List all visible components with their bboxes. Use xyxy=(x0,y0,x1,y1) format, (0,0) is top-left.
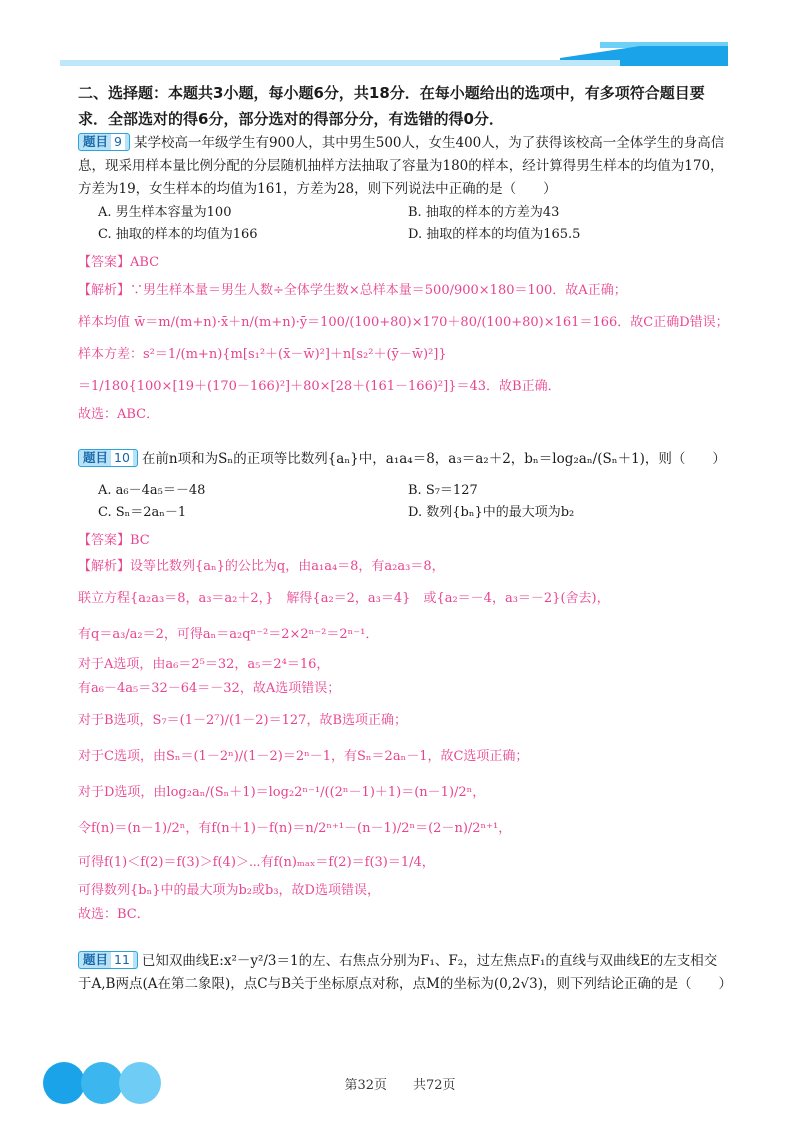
analysis-line: 有a₆－4a₅＝32－64＝－32，故A选项错误； xyxy=(78,681,341,696)
analysis-line: 可得数列{bₙ}中的最大项为b₂或b₃，故D选项错误， xyxy=(78,883,380,898)
analysis-line: 对于C选项，由Sₙ＝(1－2ⁿ)/(1－2)＝2ⁿ－1，有Sₙ＝2aₙ－1，故C选项正确； xyxy=(78,749,529,764)
analysis-line: 样本均值 w̄＝m/(m+n)·x̄＋n/(m+n)·ȳ＝100/(100+80)×170＋80/(100+80)×161＝166．故C正确D错误； xyxy=(78,315,729,330)
option-c: C. Sₙ＝2aₙ－1 xyxy=(98,505,187,520)
question-9-solution xyxy=(78,252,738,426)
analysis-line: 样本方差：s²＝1/(m+n){m[s₁²＋(x̄－w̄)²]＋n[s₂²＋(ȳ－w̄)²]} xyxy=(78,347,447,362)
question-9-options xyxy=(98,202,718,246)
question-badge: 题目 11 xyxy=(78,951,138,969)
analysis-line: 【解析】∵男生样本量＝男生人数÷全体学生数×总样本量＝500/900×180＝100．故A正确； xyxy=(78,283,627,298)
question-badge: 题目 10 xyxy=(78,449,138,467)
analysis-line: 【解析】设等比数列{aₙ}的公比为q，由a₁a₄＝8，有a₂a₃＝8， xyxy=(78,559,445,574)
question-9 xyxy=(78,132,730,201)
analysis-line: 令f(n)＝(n－1)/2ⁿ，有f(n＋1)－f(n)＝n/2ⁿ⁺¹－(n－1)/2ⁿ＝(2－n)/2ⁿ⁺¹， xyxy=(78,821,512,836)
option-d: D. 抽取的样本的均值为165.5 xyxy=(408,227,581,242)
option-d: D. 数列{bₙ}中的最大项为b₂ xyxy=(408,505,575,520)
question-badge: 题目 9 xyxy=(78,133,130,151)
option-a: A. 男生样本容量为100 xyxy=(98,205,232,220)
analysis-line: 对于D选项，由log₂aₙ/(Sₙ＋1)＝log₂2ⁿ⁻¹/((2ⁿ－1)＋1)＝(n－1)/2ⁿ， xyxy=(78,785,486,800)
question-10 xyxy=(78,448,730,471)
question-10-solution xyxy=(78,530,738,926)
option-b: B. 抽取的样本的方差为43 xyxy=(408,205,560,220)
analysis-line: 有q＝a₃/a₂＝2，可得aₙ＝a₂qⁿ⁻²＝2×2ⁿ⁻²＝2ⁿ⁻¹． xyxy=(78,627,379,642)
question-10-stem: 在前n项和为Sₙ的正项等比数列{aₙ}中，a₁a₄＝8，a₃＝a₂＋2，bₙ＝log₂aₙ/(Sₙ＋1)，则（ ） xyxy=(141,451,726,467)
analysis-line: 故选：BC． xyxy=(78,907,150,922)
analysis-line: 联立方程{a₂a₃＝8，a₃＝a₂＋2，} 解得{a₂＝2，a₃＝4} 或{a₂＝－4，a₃＝－2}(舍去)， xyxy=(78,591,610,606)
analysis-line: 对于A选项，由a₆＝2⁵＝32，a₅＝2⁴＝16， xyxy=(78,657,330,672)
option-c: C. 抽取的样本的均值为166 xyxy=(98,227,258,242)
answer-line: 【答案】ABC xyxy=(78,255,160,270)
header-decoration xyxy=(0,40,800,70)
question-11 xyxy=(78,950,733,996)
option-b: B. S₇＝127 xyxy=(408,483,478,498)
question-11-stem: 已知双曲线E:x²－y²/3＝1的左、右焦点分别为F₁、F₂，过左焦点F₁的直线与双曲线E的左支相交于A,B两点(A在第二象限)，点C与B关于坐标原点对称，点M的坐标为(0,2√3)，则下列结论正确的是（ ） xyxy=(78,953,733,992)
page-number: 第32页 共72页 xyxy=(344,1078,456,1093)
analysis-line: 故选：ABC． xyxy=(78,407,160,422)
section-heading: 二、选择题：本题共3小题，每小题6分，共18分．在每小题给出的选项中，有多项符合题目要求．全部选对的得6分，部分选对的得部分分，有选错的得0分． xyxy=(78,84,705,128)
option-a: A. a₆－4a₅＝－48 xyxy=(98,483,206,498)
analysis-line: 对于B选项，S₇＝(1－2⁷)/(1－2)＝127，故B选项正确； xyxy=(78,713,407,728)
analysis-line: ＝1/180{100×[19＋(170－166)²]＋80×[28＋(161－166)²]}＝43．故B正确． xyxy=(78,379,561,394)
question-9-stem: 某学校高一年级学生有900人，其中男生500人，女生400人，为了获得该校高一全体学生的身高信息，现采用样本量比例分配的分层随机抽样方法抽取了容量为180的样本，经计算得男生样本的均值为170，方差为19，女生样本的均值为161，方差为28，则下列说法中正确的是（ ） xyxy=(78,135,725,197)
analysis-line: 可得f(1)＜f(2)＝f(3)＞f(4)＞⋯有f(n)ₘₐₓ＝f(2)＝f(3)＝1/4， xyxy=(78,855,435,870)
question-10-options xyxy=(98,480,718,524)
answer-line: 【答案】BC xyxy=(78,533,150,548)
